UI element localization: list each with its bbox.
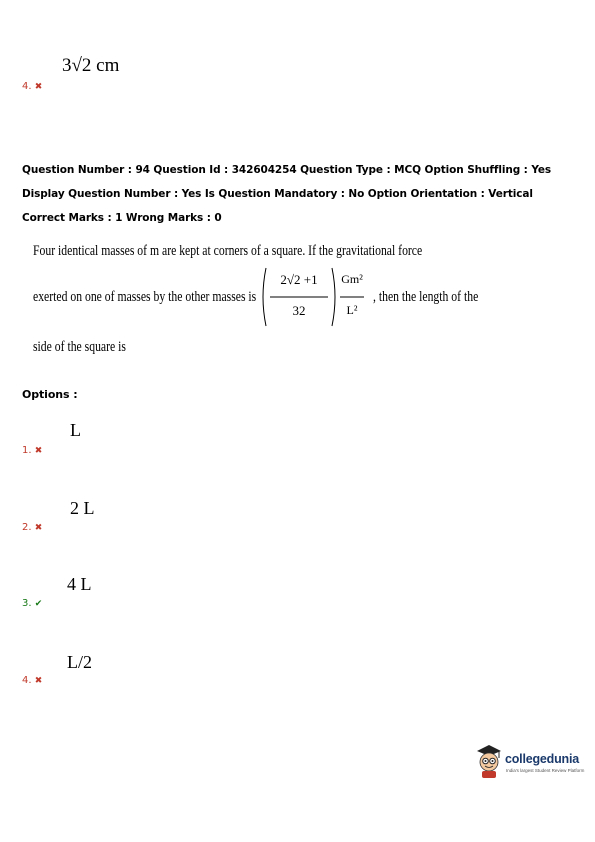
wrong-icon: ✖ bbox=[34, 523, 43, 533]
options-label: Options : bbox=[22, 388, 78, 401]
check-icon: ✔ bbox=[34, 599, 43, 609]
logo-name: collegedunia bbox=[505, 752, 580, 766]
option-4-value: L/2 bbox=[67, 652, 92, 672]
formula-numerator-2: Gm² bbox=[341, 272, 363, 286]
option-3-value: 4 L bbox=[67, 574, 92, 594]
option-2-number: 2. ✖ bbox=[22, 522, 43, 533]
option-1-value: L bbox=[70, 420, 81, 440]
question-meta-line-1: Question Number : 94 Question Id : 342604254 Question Type : MCQ Option Shuffling : Yes bbox=[22, 164, 552, 176]
force-formula bbox=[260, 266, 372, 328]
option-2-value: 2 L bbox=[70, 498, 95, 518]
mascot-icon bbox=[474, 743, 504, 779]
prev-option-number: 4. ✖ bbox=[22, 81, 43, 92]
option-3-number: 3. ✔ bbox=[22, 598, 43, 609]
question-text-line-2: exerted on one of masses by the other masses is 2√2 +1 32 Gm² L² , then the length of the bbox=[33, 266, 463, 330]
question-meta-line-2: Display Question Number : Yes Is Question Mandatory : No Option Orientation : Vertical bbox=[22, 188, 533, 200]
question-text-line-1: Four identical masses of m are kept at corners of a square. If the gravitational force bbox=[33, 243, 423, 259]
wrong-icon: ✖ bbox=[34, 446, 43, 456]
option-1-number: 1. ✖ bbox=[22, 445, 43, 456]
prev-option-value: 3√2 cm bbox=[62, 55, 120, 76]
question-marks: Correct Marks : 1 Wrong Marks : 0 bbox=[22, 212, 222, 224]
collegedunia-logo bbox=[474, 743, 589, 783]
option-4-number: 4. ✖ bbox=[22, 675, 43, 686]
logo-tagline: India's largest Student Review Platform bbox=[506, 768, 585, 773]
question-text-line-3: side of the square is bbox=[33, 339, 126, 355]
formula-denominator-2: L² bbox=[346, 303, 358, 317]
formula-numerator-1: 2√2 +1 bbox=[280, 272, 318, 287]
wrong-icon: ✖ bbox=[34, 676, 43, 686]
wrong-icon: ✖ bbox=[34, 82, 43, 92]
formula-denominator-1: 32 bbox=[292, 303, 306, 318]
